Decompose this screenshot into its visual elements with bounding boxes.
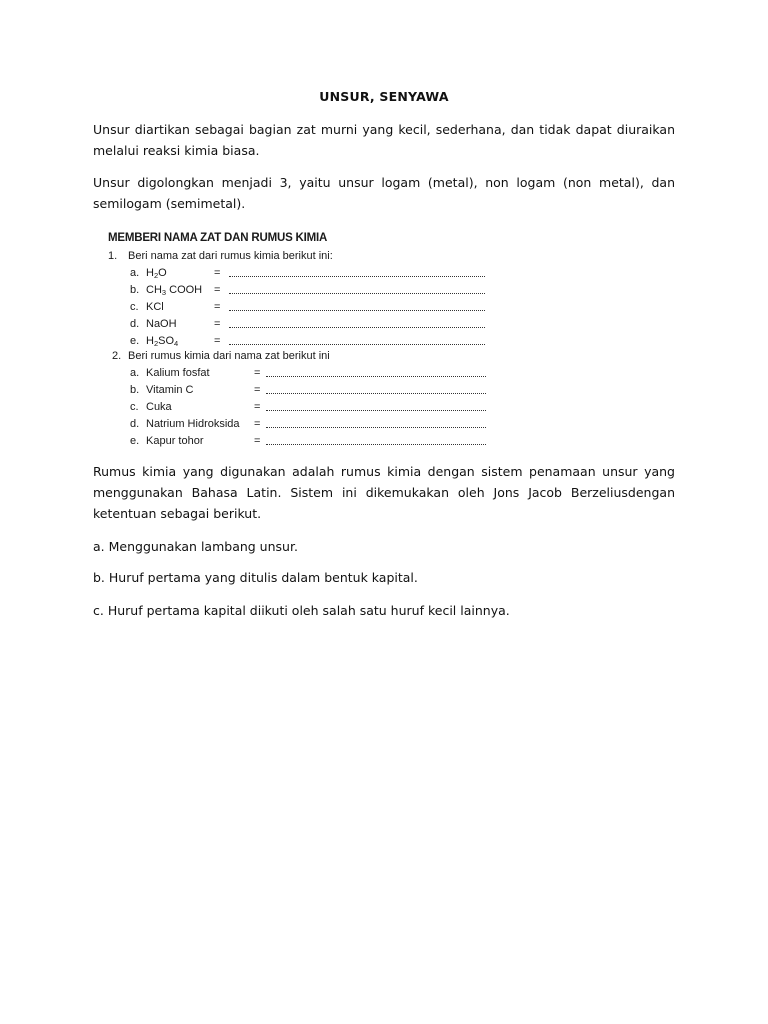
- worksheet-formula-row: [108, 316, 486, 332]
- answer-blank: [229, 292, 485, 294]
- equals-sign: =: [214, 301, 221, 313]
- worksheet-section-instruction: Beri rumus kimia dari nama zat berikut ini: [128, 350, 330, 362]
- compound-name: Vitamin C: [146, 384, 194, 396]
- item-letter: e.: [130, 435, 140, 447]
- formula-ch3cooh: $CH_3$ COOH: [146, 284, 203, 297]
- paragraph-classification: Unsur digolongkan menjadi 3, yaitu unsur logam (metal), non logam (non metal), dan semilogam (semimetal).: [93, 175, 675, 211]
- answer-blank: [229, 275, 485, 277]
- answer-blank: [266, 426, 486, 428]
- worksheet-name-row: [108, 416, 486, 432]
- item-letter: c.: [130, 301, 139, 313]
- equals-sign: =: [254, 435, 261, 447]
- worksheet-name-row: [108, 365, 486, 381]
- worksheet-name-row: [108, 382, 486, 398]
- formula-naoh: NaOH: [146, 318, 177, 330]
- formula-h2o: $H_2O$: [146, 267, 167, 280]
- equals-sign: =: [214, 318, 221, 330]
- item-letter: b.: [130, 384, 140, 396]
- answer-blank: [229, 343, 485, 345]
- item-letter: d.: [130, 318, 140, 330]
- item-letter: d.: [130, 418, 140, 430]
- list-item: a. Menggunakan lambang unsur.: [93, 539, 298, 554]
- worksheet-name-row: [108, 399, 486, 415]
- compound-name: Cuka: [146, 401, 172, 413]
- answer-blank: [229, 309, 485, 311]
- answer-blank: [266, 409, 486, 411]
- compound-name: Kalium fosfat: [146, 367, 210, 379]
- formula-h2so4: $H_2SO_4$: [146, 335, 179, 348]
- paragraph-formula-system: Rumus kimia yang digunakan adalah rumus kimia dengan sistem penamaan unsur yang menggunakan Bahasa Latin. Sistem ini dikemukakan oleh Jons Jacob Berzeliusdengan ketentuan sebagai berikut.: [93, 464, 675, 521]
- worksheet-formula-row: [108, 299, 486, 315]
- equals-sign: =: [254, 401, 261, 413]
- item-letter: c.: [130, 401, 139, 413]
- item-letter: a.: [130, 367, 140, 379]
- list-item: b. Huruf pertama yang ditulis dalam bentuk kapital.: [93, 570, 418, 585]
- answer-blank: [266, 375, 486, 377]
- equals-sign: =: [254, 384, 261, 396]
- answer-blank: [266, 443, 486, 445]
- compound-name: Kapur tohor: [146, 435, 204, 447]
- equals-sign: =: [214, 335, 221, 347]
- worksheet-image: [94, 226, 486, 452]
- item-letter: a.: [130, 267, 140, 279]
- list-item: c. Huruf pertama kapital diikuti oleh salah satu huruf kecil lainnya.: [93, 603, 510, 618]
- paragraph-definition: Unsur diartikan sebagai bagian zat murni yang kecil, sederhana, dan tidak dapat diuraikan melalui reaksi kimia biasa.: [93, 122, 675, 158]
- worksheet-formula-row: [108, 333, 486, 349]
- equals-sign: =: [254, 367, 261, 379]
- compound-name: Natrium Hidroksida: [146, 418, 240, 430]
- equals-sign: =: [214, 284, 221, 296]
- worksheet-section-number: 2.: [112, 350, 122, 362]
- equals-sign: =: [214, 267, 221, 279]
- answer-blank: [266, 392, 486, 394]
- equals-sign: =: [254, 418, 261, 430]
- document-title: UNSUR, SENYAWA: [319, 89, 449, 104]
- formula-kcl: KCl: [146, 301, 164, 313]
- worksheet-heading: MEMBERI NAMA ZAT DAN RUMUS KIMIA: [108, 232, 328, 244]
- worksheet-formula-row: [108, 265, 486, 281]
- worksheet-section-number: 1.: [108, 250, 118, 262]
- item-letter: e.: [130, 335, 140, 347]
- item-letter: b.: [130, 284, 140, 296]
- worksheet-name-row: [108, 433, 486, 449]
- worksheet-section-instruction: Beri nama zat dari rumus kimia berikut ini:: [128, 250, 333, 262]
- worksheet-formula-row: [108, 282, 486, 298]
- answer-blank: [229, 326, 485, 328]
